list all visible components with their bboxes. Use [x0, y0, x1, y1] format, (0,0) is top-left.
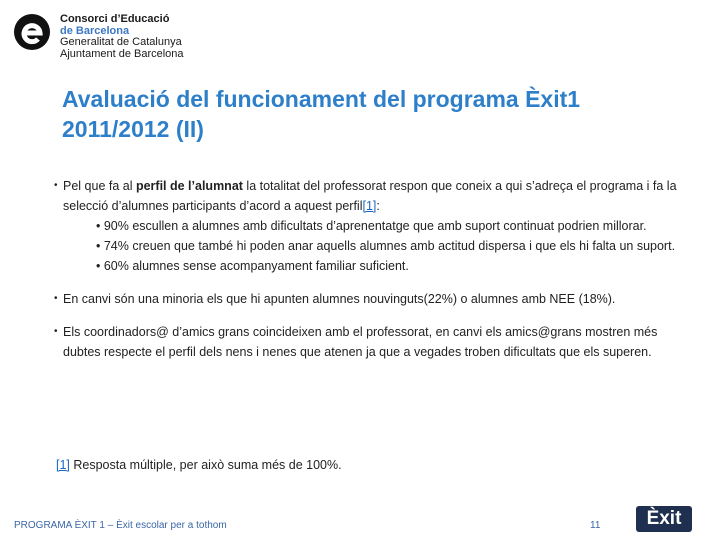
org-name: Consorci d’Educació	[60, 13, 170, 25]
bullet-coordinators: • Els coordinadors@ d’amics grans coincideixen amb el professorat, en canvi els amics@grans mostren més dubtes respecte el perfil dels nens i nenes que atenen ja que a vegades troben dificultats que els superen.	[56, 322, 696, 362]
bullet-profile-pre: Pel que fa al	[63, 179, 136, 193]
slide-content	[56, 176, 696, 362]
consorci-logo-icon	[14, 14, 50, 50]
footnote-ref[interactable]: [1]	[56, 458, 70, 472]
footnote	[56, 458, 342, 472]
org-ajuntament: Ajuntament de Barcelona	[60, 47, 184, 60]
sub-bullets	[96, 216, 696, 276]
exit-logo: Èxit	[636, 506, 692, 532]
slide-title: Avaluació del funcionament del programa Èxit1 2011/2012 (II)	[62, 86, 581, 142]
bullet-profile-bold: perfil de l’alumnat	[135, 179, 243, 193]
page-number: 11	[590, 520, 601, 531]
bullet-profile	[56, 176, 696, 216]
org-generalitat: Generalitat de Catalunya	[60, 36, 182, 48]
bullet-profile-end: :	[376, 199, 380, 213]
sub-bullet-3: • 60% alumnes sense acompanyament familiar suficient.	[96, 259, 409, 273]
footer-program: PROGRAMA ÈXIT 1 – Èxit escolar per a tothom	[14, 520, 227, 531]
bullet-profile-text: la totalitat del professorat respon que coneix a qui s’adreça el programa i fa la selecció d’alumnes participants d’acord a aquest perfil	[63, 179, 677, 213]
footnote-text: Resposta múltiple, per això suma més de 100%.	[69, 458, 342, 472]
footnote-ref-link[interactable]: [1]	[362, 199, 377, 213]
sub-bullet-2: • 74% creuen que també hi poden anar aquells alumnes amb actitud dispersa i que els hi falta un suport.	[96, 239, 676, 253]
bullet-minority: • En canvi són una minoria els que hi apunten alumnes nouvinguts(22%) o alumnes amb NEE (18%).	[56, 289, 696, 309]
organization-header	[60, 14, 184, 60]
sub-bullet-1: • 90% escullen a alumnes amb dificultats d’aprenentatge que amb suport continuat podrien millorar.	[96, 219, 647, 233]
org-city: de Barcelona	[60, 24, 130, 37]
